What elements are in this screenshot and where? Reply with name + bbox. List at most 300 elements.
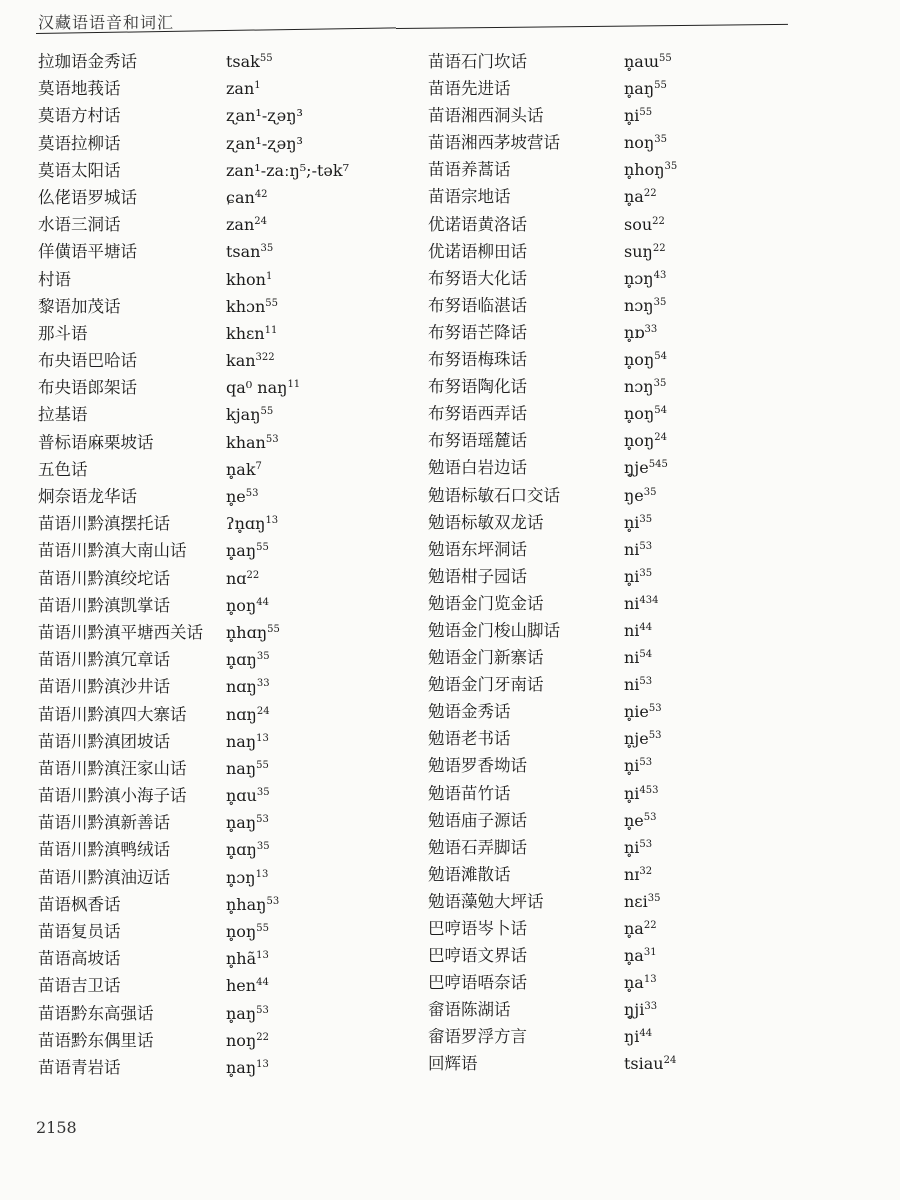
tone-number: 55 (256, 923, 269, 934)
dialect-name: 勉语金门梭山脚话 (428, 620, 560, 640)
entry-row (428, 698, 868, 725)
dialect-name: 巴哼语文界话 (428, 946, 527, 966)
phonetic-form (226, 374, 300, 401)
entry-row (428, 1023, 868, 1050)
tone-number: 24 (254, 216, 268, 228)
tone-number: 22 (246, 569, 260, 581)
phonetic-form (226, 347, 275, 374)
phonetic-form (624, 482, 657, 509)
phonetic-form (226, 864, 268, 891)
entry-row (428, 319, 868, 346)
phonetic-base: n̥oŋ (226, 922, 257, 941)
phonetic-base: n̥i (624, 512, 640, 532)
entry-row (38, 157, 398, 184)
dialect-name: 布努语梅珠话 (428, 350, 527, 370)
phonetic-base: suŋ (624, 241, 653, 261)
phonetic-base: khan (226, 432, 266, 452)
dialect-name: 布努语瑶麓话 (428, 431, 527, 451)
dialect-name: 水语三洞话 (38, 215, 121, 235)
tone-number: 22 (643, 920, 657, 931)
tone-number: 53 (639, 838, 653, 850)
phonetic-form (624, 129, 667, 156)
tone-number: 53 (265, 433, 279, 445)
phonetic-form (226, 429, 279, 456)
entry-row (428, 563, 868, 590)
entry-row (38, 755, 398, 782)
phonetic-base: ni (624, 593, 640, 613)
dialect-name: 苗语吉卫话 (38, 976, 121, 996)
entry-row (38, 184, 398, 211)
dialect-name: 苗语川黔滇大南山话 (38, 541, 187, 561)
entry-row (38, 673, 398, 700)
dialect-name: 村语 (38, 269, 71, 289)
phonetic-base: n̥aŋ (226, 1057, 257, 1077)
entry-row (428, 129, 868, 156)
dialect-name: 勉语庙子源话 (428, 810, 527, 830)
phonetic-form (226, 565, 259, 592)
phonetic-form (624, 1023, 652, 1050)
tone-number: 53 (639, 540, 653, 552)
dialect-name: 布央语巴哈话 (38, 351, 137, 371)
phonetic-base: n̥a (624, 919, 644, 938)
phonetic-form (226, 918, 269, 945)
dialect-name: 苗语石门坎话 (428, 52, 527, 71)
phonetic-base: n̥i (624, 783, 640, 803)
dialect-name: 苗语川黔滇小海子话 (38, 786, 187, 806)
dialect-name: 五色话 (38, 459, 88, 479)
phonetic-base: noŋ (624, 133, 655, 153)
tone-number: 13 (255, 868, 269, 880)
dialect-name: 畲语陈湖话 (428, 1000, 511, 1020)
phonetic-base: n̥aɯ (624, 52, 660, 71)
entry-row (428, 102, 868, 129)
entry-row (428, 861, 868, 888)
tone-number: 35 (639, 567, 653, 579)
phonetic-form (624, 454, 668, 481)
phonetic-form (226, 157, 349, 184)
tone-number: 55 (267, 623, 280, 635)
dialect-name: 勉语金门牙南话 (428, 675, 544, 695)
tone-number: 44 (256, 596, 269, 608)
entry-row (38, 510, 398, 537)
dialect-name: 苗语川黔滇油迈话 (38, 867, 170, 887)
tone-number: 7 (255, 460, 262, 472)
tone-number: 31 (643, 947, 657, 959)
entry-row (428, 156, 868, 183)
entry-row (428, 915, 868, 942)
tone-number: 54 (639, 649, 653, 661)
phonetic-form (624, 725, 661, 752)
dialect-name: 苗语川黔滇汪家山话 (38, 758, 187, 778)
phonetic-base: n̥e (624, 810, 644, 830)
phonetic-form (624, 996, 657, 1023)
tone-number: 11 (287, 379, 301, 391)
tone-number: 44 (639, 621, 653, 633)
phonetic-base: noŋ (226, 1030, 257, 1050)
tone-number: 35 (256, 651, 270, 663)
phonetic-base: ʔn̥ɑŋ (226, 514, 266, 534)
dialect-name: 拉珈语金秀话 (38, 52, 137, 71)
phonetic-form (624, 211, 665, 238)
dialect-name: 勉语石弄脚话 (428, 837, 527, 857)
dialect-name: 苗语湘西洞头话 (428, 106, 544, 126)
phonetic-form (624, 346, 667, 373)
entry-row (428, 211, 868, 238)
phonetic-form (226, 102, 303, 129)
page-number: 2158 (36, 1118, 77, 1137)
entry-row (428, 509, 868, 536)
tone-number: 55 (260, 406, 274, 418)
phonetic-base: kjaŋ (226, 405, 261, 425)
tone-number: 35 (260, 243, 274, 255)
entry-row (428, 482, 868, 509)
tone-number: 11 (264, 324, 278, 336)
phonetic-base: nɔŋ (624, 377, 654, 397)
phonetic-form (226, 238, 273, 265)
entry-row (428, 427, 868, 454)
entry-row (428, 590, 868, 617)
phonetic-form (226, 184, 268, 211)
entry-row (428, 942, 868, 969)
dialect-name: 苗语川黔滇凯掌话 (38, 595, 170, 615)
phonetic-base: n̥i (624, 837, 640, 857)
dialect-name: 苗语川黔滇新善话 (38, 813, 170, 833)
phonetic-form (226, 320, 277, 347)
phonetic-base: n̥oŋ (624, 350, 655, 370)
tone-number: 22 (643, 188, 657, 200)
tone-number: 22 (652, 242, 666, 254)
entry-row (38, 238, 398, 265)
phonetic-base: tsak (226, 52, 260, 71)
tone-number: 44 (256, 977, 269, 989)
phonetic-form (624, 915, 657, 942)
phonetic-form (226, 646, 270, 673)
phonetic-form (624, 48, 672, 75)
tone-number: 1 (265, 270, 273, 282)
tone-number: 35 (653, 296, 667, 308)
phonetic-form (226, 293, 278, 320)
entry-row (38, 592, 398, 619)
phonetic-base: n̥oŋ (226, 595, 257, 615)
dialect-name: 苗语黔东高强话 (38, 1003, 154, 1023)
dialect-name: 苗语川黔滇冗章话 (38, 650, 170, 670)
phonetic-form (226, 891, 279, 918)
entry-row (38, 347, 398, 374)
phonetic-form (226, 510, 278, 537)
dialect-name: 勉语东坪洞话 (428, 539, 527, 559)
entry-row (38, 48, 398, 75)
phonetic-form (226, 782, 270, 809)
phonetic-form (226, 809, 269, 836)
tone-number: 55 (259, 53, 273, 64)
entry-row (428, 48, 868, 75)
phonetic-base: naŋ (226, 758, 257, 778)
dialect-name: 布努语临湛话 (428, 295, 527, 315)
dialect-name: 苗语川黔滇平塘西关话 (38, 622, 203, 642)
tone-number: 53 (256, 814, 269, 826)
phonetic-form (624, 292, 666, 319)
phonetic-form (624, 509, 652, 536)
entry-row (38, 1054, 398, 1081)
entry-row (38, 728, 398, 755)
phonetic-form (226, 945, 269, 972)
phonetic-form (624, 644, 652, 671)
tone-number: 43 (653, 269, 667, 281)
entry-row (38, 483, 398, 510)
dialect-name: 苗语川黔滇鸭绒话 (38, 840, 170, 860)
entry-row (428, 1050, 868, 1077)
entry-row (428, 292, 868, 319)
dialect-name: 勉语金门新寨话 (428, 648, 544, 668)
phonetic-form (624, 373, 666, 400)
entry-row (38, 918, 398, 945)
entry-row (428, 780, 868, 807)
dialect-name: 佯僙语平塘话 (38, 242, 137, 262)
dialect-name: 勉语藻勉大坪话 (428, 891, 544, 911)
phonetic-form (226, 266, 272, 293)
phonetic-form (226, 483, 259, 510)
dialect-name: 苗语黔东偶里话 (38, 1030, 154, 1050)
tone-number: 35 (256, 841, 270, 853)
tone-number: 24 (654, 432, 667, 444)
phonetic-base: n̥ɒ (624, 322, 645, 342)
tone-number: 35 (664, 161, 678, 173)
dialect-name: 回辉语 (428, 1054, 478, 1074)
tone-number: 13 (256, 1058, 269, 1070)
tone-number: 33 (256, 678, 270, 690)
phonetic-form (624, 183, 657, 210)
tone-number: 55 (654, 80, 667, 92)
tone-number: 55 (256, 759, 269, 771)
phonetic-base: n̥ɔŋ (226, 867, 256, 887)
phonetic-form (624, 156, 677, 183)
dialect-name: 苗语川黔滇绞坨话 (38, 568, 170, 588)
phonetic-base: n̥ak (226, 459, 256, 479)
entry-row (38, 456, 398, 483)
phonetic-form (624, 834, 652, 861)
phonetic-form (226, 592, 269, 619)
phonetic-form (226, 537, 269, 564)
dialect-name: 黎语加茂话 (38, 296, 121, 316)
dialect-name: 莫语地莪话 (38, 79, 121, 99)
phonetic-base: zan (226, 215, 255, 235)
tone-number: 434 (639, 594, 659, 606)
entry-row (38, 1027, 398, 1054)
dialect-name: 那斗语 (38, 323, 88, 343)
dialect-name: 勉语金秀话 (428, 702, 511, 722)
tone-number: 35 (643, 486, 657, 498)
phonetic-form (226, 401, 273, 428)
tone-number: 13 (643, 974, 657, 986)
tone-number: 35 (647, 892, 661, 904)
right-column (428, 48, 868, 1078)
phonetic-base: ni (624, 675, 640, 695)
dialect-name: 苗语枫香话 (38, 894, 121, 914)
tone-number: 33 (644, 1001, 658, 1013)
phonetic-base: ni (624, 620, 640, 640)
entry-row (428, 373, 868, 400)
phonetic-form (226, 211, 267, 238)
phonetic-form (624, 942, 657, 969)
dialect-name: 勉语白岩边话 (428, 458, 527, 478)
tone-number: 53 (648, 730, 662, 742)
dialect-name: 苗语复员话 (38, 922, 121, 941)
phonetic-form (624, 400, 667, 427)
left-column (38, 48, 398, 1081)
phonetic-form (624, 238, 666, 265)
phonetic-base: n̥je (624, 729, 649, 749)
phonetic-base: n̥i (624, 756, 640, 776)
phonetic-base: ŋ̥je (624, 458, 649, 478)
tone-number: 35 (654, 134, 667, 146)
phonetic-form (624, 780, 659, 807)
entry-row (428, 454, 868, 481)
dialect-name: 苗语先进话 (428, 79, 511, 99)
phonetic-base: nɑ (226, 568, 247, 588)
dialect-name: 勉语苗竹话 (428, 783, 511, 803)
entry-row (428, 265, 868, 292)
entry-row (38, 537, 398, 564)
dialect-name: 普标语麻栗坡话 (38, 432, 154, 452)
phonetic-base: n̥i (624, 106, 640, 126)
phonetic-form (624, 671, 652, 698)
phonetic-base: khon (226, 269, 266, 289)
entry-row (428, 671, 868, 698)
entry-row (428, 617, 868, 644)
tone-number: 44 (639, 1028, 653, 1040)
tone-number: 55 (659, 53, 672, 64)
phonetic-base: n̥oŋ (624, 404, 655, 424)
phonetic-base: ŋi (624, 1027, 640, 1047)
tone-number: 13 (265, 515, 279, 527)
phonetic-base: n̥aŋ (226, 1003, 257, 1023)
entry-row (428, 725, 868, 752)
phonetic-base: sou (624, 214, 653, 234)
entry-row (38, 130, 398, 157)
tone-number: 53 (639, 757, 653, 769)
dialect-name: 巴哼语唔奈话 (428, 973, 527, 993)
phonetic-form (226, 836, 270, 863)
phonetic-form (226, 130, 303, 157)
phonetic-base: n̥haŋ (226, 894, 267, 914)
tone-number: 53 (643, 811, 657, 823)
tone-number: 33 (644, 323, 658, 335)
tone-number: 545 (648, 459, 668, 471)
phonetic-form (226, 1027, 269, 1054)
phonetic-form (624, 102, 652, 129)
entry-row (38, 864, 398, 891)
tone-number: 53 (648, 703, 662, 715)
phonetic-base: n̥a (624, 946, 644, 966)
phonetic-form (226, 972, 269, 999)
phonetic-form (226, 1000, 269, 1027)
tone-number: 53 (266, 895, 280, 907)
tone-number: 24 (256, 705, 270, 717)
header-rule (396, 24, 788, 29)
tone-number: 453 (639, 784, 659, 796)
tone-number: 55 (256, 542, 269, 554)
entry-row (38, 836, 398, 863)
dialect-name: 勉语滩散话 (428, 864, 511, 884)
phonetic-form (624, 563, 652, 590)
dialect-name: 优诺语柳田话 (428, 241, 527, 261)
phonetic-base: kan (226, 351, 256, 371)
phonetic-base: ʐan¹-ʐəŋ³ (226, 106, 303, 126)
dialect-name: 苗语湘西茅坡营话 (428, 133, 560, 153)
dialect-name: 苗语宗地话 (428, 187, 511, 207)
phonetic-form (624, 807, 657, 834)
phonetic-base: n̥aŋ (226, 813, 257, 833)
entry-row (428, 400, 868, 427)
entry-row (428, 644, 868, 671)
entry-row (428, 807, 868, 834)
phonetic-base: n̥a (624, 187, 644, 207)
dialect-name: 苗语川黔滇沙井话 (38, 677, 170, 697)
phonetic-base: ŋe (624, 485, 644, 505)
tone-number: 53 (639, 676, 653, 688)
tone-number: 32 (639, 865, 653, 877)
dialect-name: 优诺语黄洛话 (428, 214, 527, 234)
phonetic-base: nɑŋ (226, 704, 257, 724)
dialect-name: 布努语西弄话 (428, 404, 527, 424)
entry-row (38, 891, 398, 918)
dialect-name: 勉语柑子园话 (428, 566, 527, 586)
tone-number: 55 (265, 297, 278, 309)
entry-row (428, 888, 868, 915)
entry-row (38, 75, 398, 102)
phonetic-base: nɪ (624, 864, 640, 884)
phonetic-base: n̥i (624, 566, 640, 586)
tone-number: 35 (639, 513, 653, 525)
phonetic-form (226, 48, 273, 75)
phonetic-base: n̥hã (226, 949, 257, 969)
dialect-name: 炯奈语龙华话 (38, 487, 137, 506)
phonetic-base: n̥a (624, 973, 644, 993)
dialect-name: 布努语大化话 (428, 268, 527, 288)
phonetic-form (624, 319, 657, 346)
phonetic-form (226, 701, 270, 728)
phonetic-form (226, 755, 269, 782)
phonetic-form (624, 861, 652, 888)
phonetic-base: n̥ie (624, 702, 649, 722)
phonetic-base: ɕan (226, 187, 255, 207)
dialect-name: 苗语川黔滇团坡话 (38, 731, 170, 751)
phonetic-form (624, 536, 652, 563)
phonetic-form (624, 1050, 676, 1077)
dialect-name: 勉语金门览金话 (428, 593, 544, 613)
entry-row (428, 969, 868, 996)
entry-row (38, 782, 398, 809)
dialect-name: 苗语川黔滇四大寨话 (38, 704, 187, 724)
tone-number: 42 (254, 188, 268, 200)
tone-number: 35 (256, 787, 270, 799)
dialect-name: 勉语标敏双龙话 (428, 512, 544, 532)
phonetic-base: nɑŋ (226, 677, 257, 697)
phonetic-form (624, 75, 667, 102)
phonetic-base: n̥aŋ (624, 79, 655, 99)
phonetic-form (226, 673, 270, 700)
tone-number: 22 (652, 215, 665, 227)
phonetic-base: n̥hoŋ (624, 160, 665, 180)
entry-row (428, 75, 868, 102)
tone-number: 22 (256, 1031, 269, 1043)
phonetic-base: qa⁰ naŋ (226, 378, 288, 398)
dialect-name: 勉语老书话 (428, 729, 511, 749)
phonetic-base: n̥ɑu (226, 786, 257, 806)
entry-row (38, 1000, 398, 1027)
entry-row (38, 293, 398, 320)
phonetic-form (624, 969, 657, 996)
